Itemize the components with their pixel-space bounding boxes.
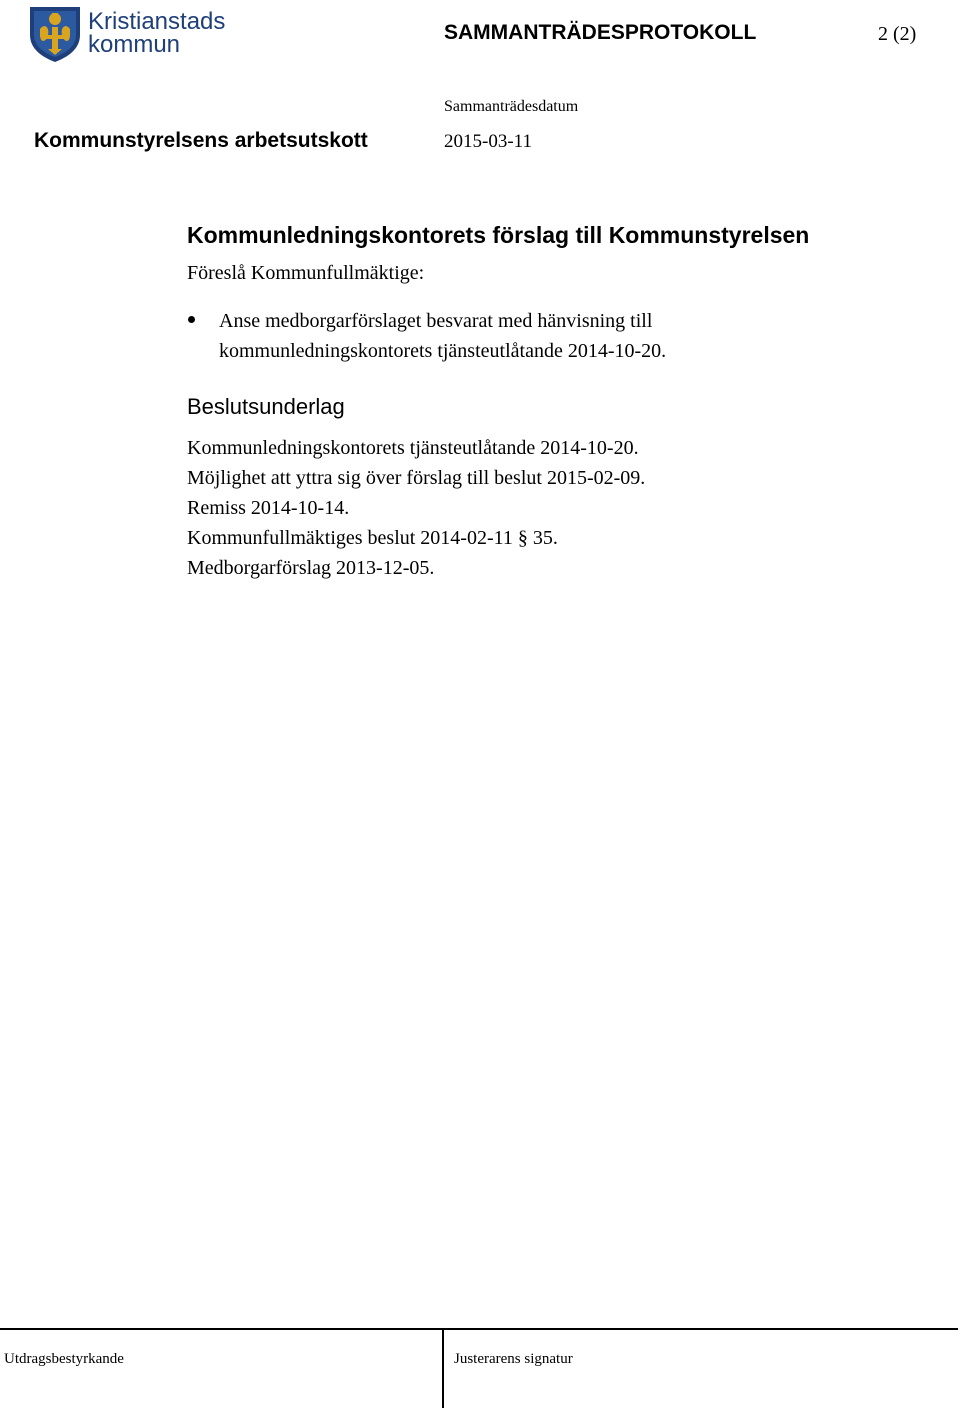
decision-basis-list	[187, 433, 887, 583]
municipality-logo	[28, 5, 226, 65]
proposal-intro: Föreslå Kommunfullmäktige:	[187, 262, 425, 284]
page-number: 2 (2)	[878, 23, 917, 45]
adjuster-signature-label: Justerarens signatur	[454, 1351, 573, 1367]
list-item: Kommunledningskontorets tjänsteutlåtande 2014-10-20.	[187, 437, 639, 459]
logo-subname: kommun	[88, 31, 181, 58]
bullet-icon	[188, 316, 195, 323]
committee-name: Kommunstyrelsens arbetsutskott	[34, 129, 368, 152]
logo-name: Kristianstads	[88, 8, 226, 35]
coat-of-arms-icon	[28, 5, 82, 63]
footer-divider-line	[0, 1328, 958, 1330]
footer-column-divider	[442, 1328, 444, 1408]
document-title: SAMMANTRÄDESPROTOKOLL	[444, 21, 757, 44]
extract-certification-label: Utdragsbestyrkande	[4, 1351, 124, 1367]
list-item: Kommunfullmäktiges beslut 2014-02-11 § 35.	[187, 527, 558, 549]
proposal-bullet: Anse medborgarförslaget besvarat med hänvisning till kommunledningskontorets tjänsteutlåtande 2014-10-20.	[219, 310, 667, 362]
list-item: Medborgarförslag 2013-12-05.	[187, 557, 435, 579]
meeting-date-label: Sammanträdesdatum	[444, 98, 579, 115]
list-item: Remiss 2014-10-14.	[187, 497, 350, 519]
decision-basis-heading: Beslutsunderlag	[187, 394, 345, 419]
proposal-heading: Kommunledningskontorets förslag till Kommunstyrelsen	[187, 222, 810, 248]
meeting-date: 2015-03-11	[444, 131, 532, 152]
list-item: Möjlighet att yttra sig över förslag till beslut 2015-02-09.	[187, 467, 646, 489]
